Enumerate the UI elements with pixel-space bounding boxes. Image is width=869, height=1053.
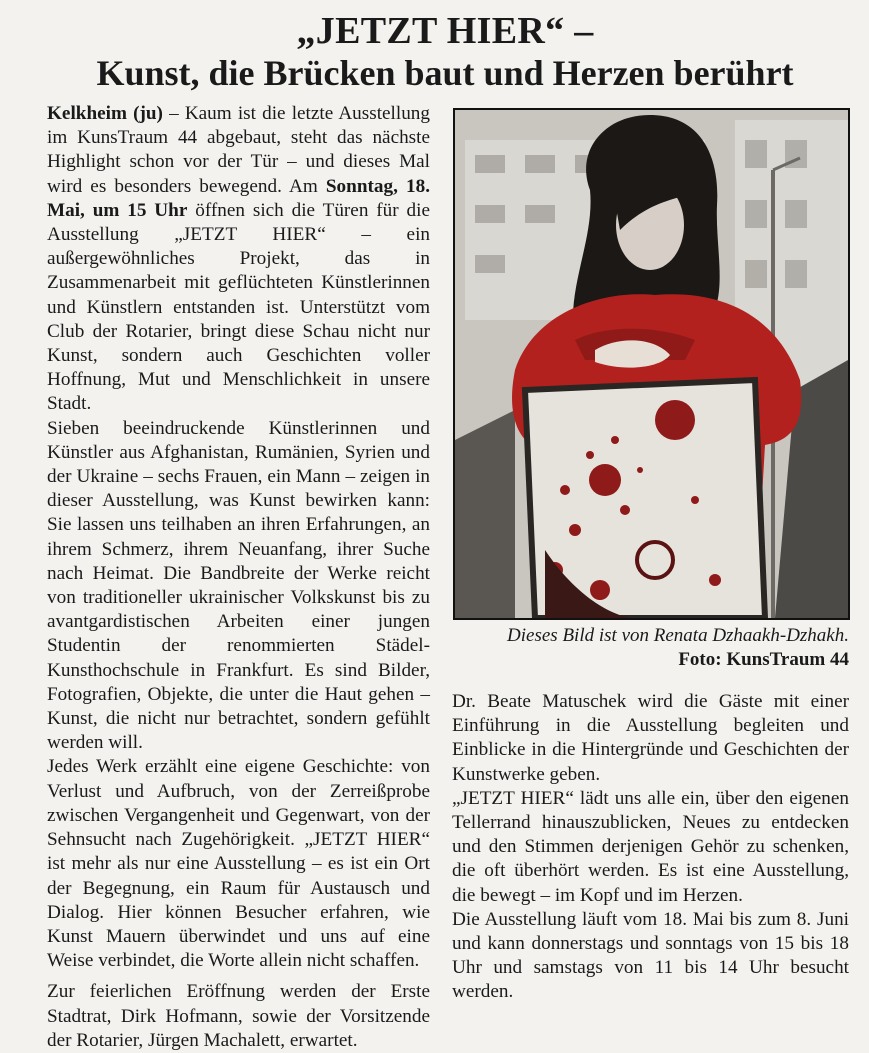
artwork-photo: [453, 108, 850, 620]
paragraph-intro: [47, 102, 430, 417]
paragraph-invitation: „JETZT HIER“ lädt uns alle ein, über den eigenen Tellerrand hinauszublicken, Neues zu entdecken und den Stimmen derjenigen Gehör zu schenken, die oft überhört werden. Es ist eine Ausstellung, die bewegt – im Kopf und im Herzen.: [452, 787, 849, 906]
headline-line-2: Kunst, die Brücken baut und Herzen berührt: [96, 52, 794, 93]
headline: [40, 10, 850, 93]
artwork-photo-image: [455, 110, 848, 618]
dateline: Kelkheim (ju): [47, 103, 163, 124]
event-date: Sonntag, 18. Mai, um 15 Uhr: [47, 175, 430, 221]
headline-line-1: „JETZT HIER“ –: [296, 10, 594, 52]
caption-text: Dieses Bild ist von Renata Dzhaakh-Dzhakh.: [507, 625, 849, 646]
paragraph-artists: Sieben beeindruckende Künstlerinnen und Künstler aus Afghanistan, Rumänien, Syrien und der Ukraine – sechs Frauen, ein Mann – zeigen in dieser Ausstellung, was Kunst bewirken kann: Sie lassen uns teilhaben an ihren Erfahrungen, an ihrem Schmerz, ihrem Neuanfang, ihrer Suche nach Heimat. Die Bandbreite der Werke reicht von traditioneller ukrainischer Volkskunst bis zu avantgardistischen Arbeiten einer jungen Studentin der renommierten Städel-Kunsthochschule in Frankfurt. Es sind Bilder, Fotografien, Objekte, die unter die Haut gehen – Kunst, die nicht nur betrachtet, sondern gefühlt werden will.: [47, 417, 430, 754]
paragraph-dates: Die Ausstellung läuft vom 18. Mai bis zum 8. Juni und kann donnerstags und sonntags von 15 bis 18 Uhr und samstags von 11 bis 14 Uhr besucht werden.: [452, 908, 849, 1003]
paragraph-opening: Zur feierlichen Eröffnung werden der Erste Stadtrat, Dirk Hofmann, sowie der Vorsitzende der Rotarier, Jürgen Machalett, erwartet.: [47, 981, 430, 1051]
paragraph-introduction: Dr. Beate Matuschek wird die Gäste mit einer Einführung in die Ausstellung begleiten und Einblicke in die Hintergründe und Geschichten der Kunstwerke geben.: [452, 691, 849, 785]
article-left-column: [47, 102, 430, 1053]
intro-text-a: – Kaum ist die letzte Ausstellung im KunsTraum 44 abgebaut, steht das nächste Highlight schon vor der Tür – und dieses Mal wird es besonders bewegend. Am: [47, 103, 430, 197]
photo-credit: Foto: KunsTraum 44: [678, 649, 849, 670]
paragraph-stories: Jedes Werk erzählt eine eigene Geschichte: von Verlust und Aufbruch, von der Zerreißprobe zwischen Vergangenheit und Gegenwart, von der Sehnsucht nach Zugehörigkeit. „JETZT HIER“ ist mehr als nur eine Ausstellung – es ist ein Ort der Begegnung, ein Raum für Austausch und Dialog. Hier können Besucher erfahren, wie Kunst Mauern überwindet und uns auf eine Weise verbindet, die Worte allein nicht schaffen.: [47, 756, 430, 972]
intro-text-b: öffnen sich die Türen für die Ausstellung „JETZT HIER“ – ein außergewöhnliches Projekt, das in Zusammenarbeit mit geflüchteten Künstlerinnen und Künstlern entstanden ist. Unterstützt vom Club der Rotarier, bringt diese Schau nicht nur Kunst, sondern auch Geschichten voller Hoffnung, Mut und Menschlichkeit in unsere Stadt.: [47, 199, 430, 415]
photo-caption: [452, 624, 849, 672]
article-right-column: [452, 690, 849, 1005]
